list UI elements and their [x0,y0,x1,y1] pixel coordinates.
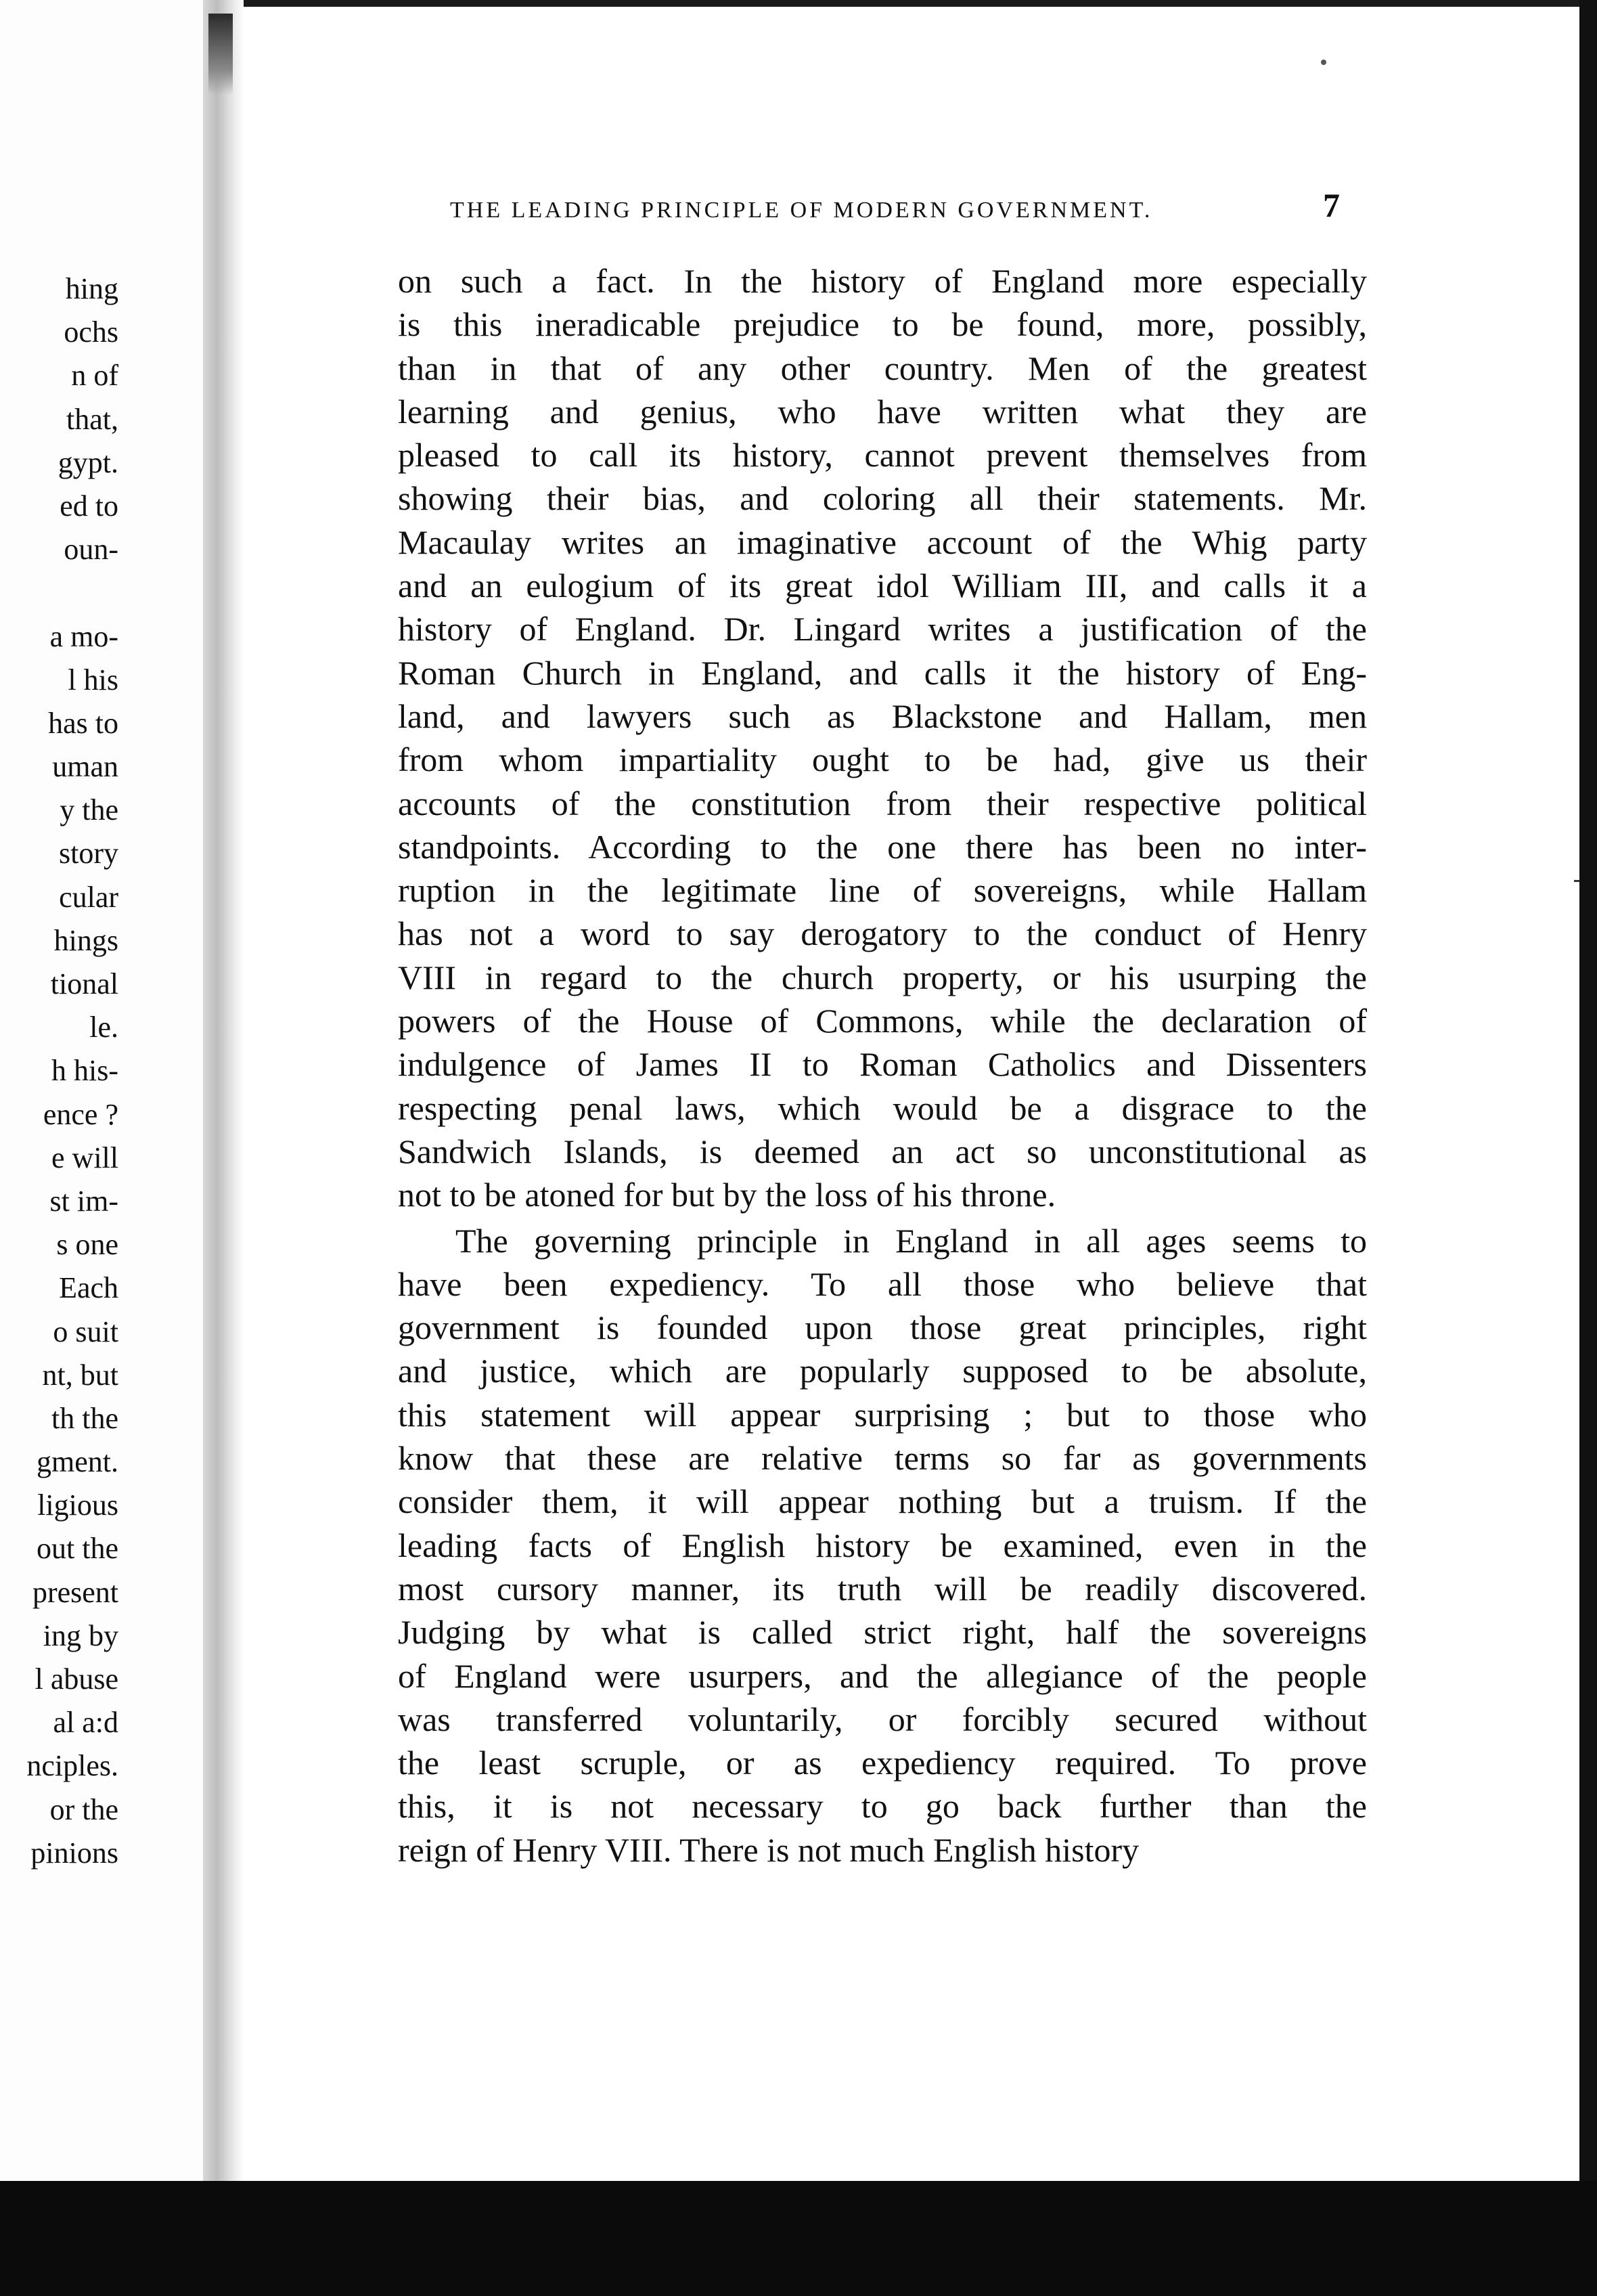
facing-page-line: has to [48,706,118,740]
facing-page-line: tional [50,967,118,1000]
text-line: respecting penal laws, which would be a disgrace to the [398,1088,1367,1127]
scan-speck [1321,60,1326,65]
facing-page-line: hings [53,923,118,957]
facing-page-line: nt, but [42,1358,118,1392]
facing-page-line: a mo- [49,619,118,653]
facing-page-line: that, [66,402,118,436]
facing-page-left [0,0,223,2296]
facing-page-line: st im- [49,1184,118,1218]
facing-page-line: cular [59,880,118,914]
text-line: The governing principle in England in all ages seems to [455,1221,1367,1260]
text-line: this statement will appear surprising ; but to those who [398,1395,1367,1434]
text-line: learning and genius, who have written what they are [398,392,1367,430]
facing-page-line: or the [49,1792,118,1826]
facing-page-line: e will [51,1141,118,1174]
facing-page-line: out the [37,1532,118,1566]
scan-bottom-edge [0,2181,1597,2296]
text-line: accounts of the constitution from their respective political [398,784,1367,822]
text-line: Judging by what is called strict right, half the sovereigns [398,1613,1367,1652]
text-line: powers of the House of Commons, while the declaration of [398,1002,1367,1040]
text-line: the least scruple, or as expediency required. To prove [398,1744,1367,1782]
text-line: reign of Henry VIII. There is not much English history [398,1830,1140,1869]
gutter-shadow-mark [208,14,233,95]
text-line: land, and lawyers such as Blackstone and Hallam, men [398,697,1367,735]
text-line: Macaulay writes an imaginative account of the Whig party [398,523,1367,561]
text-line: VIII in regard to the church property, or his usurping the [398,958,1367,996]
body-text [398,259,1367,1872]
facing-page-line: l abuse [35,1662,118,1696]
facing-page-line: hing [65,272,118,305]
text-line: and justice, which are popularly supposed to be absolute, [398,1352,1367,1390]
facing-page-line: ing by [43,1618,118,1652]
text-line: Sandwich Islands, is deemed an act so unconstitutional as [398,1132,1367,1170]
text-line: standpoints. According to the one there has been no inter- [398,827,1367,866]
text-line: history of England. Dr. Lingard writes a justification of the [398,610,1367,648]
text-line: is this ineradicable prejudice to be found, more, possibly, [398,305,1367,344]
running-head [433,186,1340,237]
facing-page-line: nciples. [26,1749,118,1783]
facing-page-line: Each [59,1271,118,1305]
text-line: leading facts of English history be examined, even in the [398,1526,1367,1564]
facing-page-line: l his [68,663,118,697]
facing-page-line: o suit [53,1315,118,1348]
text-line: have been expediency. To all those who believe that [398,1264,1367,1303]
text-line: ruption in the legitimate line of sovereigns, while Hallam [398,871,1367,910]
facing-page-line: gment. [37,1445,118,1479]
text-line: on such a fact. In the history of England more especially [398,262,1367,300]
book-gutter [203,0,244,2296]
text-line: consider them, it will appear nothing but a truism. If the [398,1482,1367,1521]
running-title: THE LEADING PRINCIPLE OF MODERN GOVERNMENT. [450,198,1153,223]
text-line: Roman Church in England, and calls it the history of Eng- [398,653,1367,692]
text-line: and an eulogium of its great idol William III, and calls it a [398,567,1367,605]
scan-right-edge [1579,0,1597,2296]
facing-page-text [0,267,118,1875]
facing-page-line: le. [89,1011,118,1044]
text-line: of England were usurpers, and the allegiance of the people [398,1656,1367,1695]
text-line: than in that of any other country. Men of the greatest [398,349,1367,387]
text-line: know that these are relative terms so far as governments [398,1439,1367,1478]
facing-page-line: story [59,837,118,870]
paragraph [398,259,1367,1217]
facing-page-line: h his- [51,1054,118,1088]
facing-page-line: ligious [37,1488,118,1522]
facing-page-line: gypt. [58,445,118,479]
facing-page-line: th the [51,1401,118,1435]
text-line: most cursory manner, its truth will be readily discovered. [398,1569,1367,1608]
text-line: this, it is not necessary to go back further than the [398,1787,1367,1826]
text-line: from whom impartiality ought to be had, give us their [398,741,1367,779]
text-line: has not a word to say derogatory to the conduct of Henry [398,914,1367,953]
facing-page-line [0,571,118,615]
facing-page-line: uman [52,750,118,784]
text-line: indulgence of James II to Roman Catholics and Dissenters [398,1045,1367,1084]
page-number: 7 [1323,186,1340,224]
facing-page-line: y the [60,793,118,827]
facing-page-line: ochs [64,315,118,349]
facing-page-line: pinions [30,1836,118,1870]
text-line: pleased to call its history, cannot prevent themselves from [398,436,1367,474]
text-line: was transferred voluntarily, or forcibly secured without [398,1700,1367,1738]
text-line: government is founded upon those great principles, right [398,1308,1367,1347]
facing-page-line: al a:d [53,1706,118,1740]
facing-page-line: s one [56,1228,118,1262]
facing-page-line: oun- [64,533,118,567]
text-line: showing their bias, and coloring all their statements. Mr. [398,479,1367,518]
paragraph [398,1219,1367,1872]
facing-page-line: ence ? [43,1097,118,1131]
facing-page-line: ed to [60,489,118,523]
facing-page-line: n of [71,359,118,393]
text-line: not to be atoned for but by the loss of his throne. [398,1176,1056,1214]
facing-page-line: present [32,1575,118,1609]
